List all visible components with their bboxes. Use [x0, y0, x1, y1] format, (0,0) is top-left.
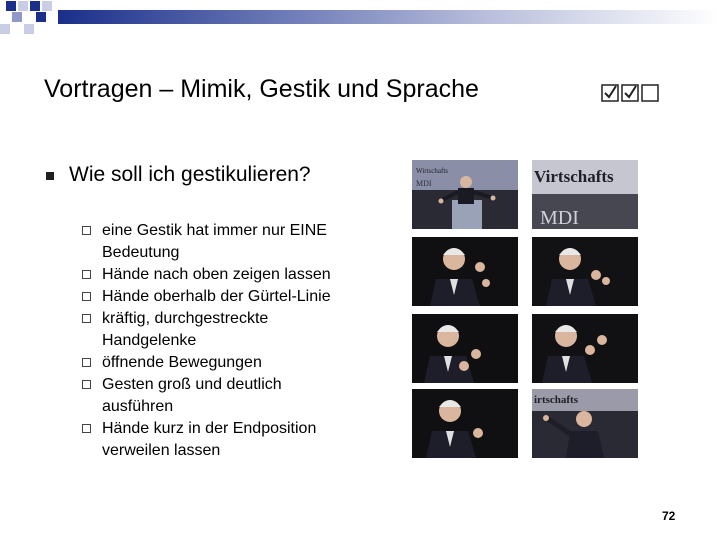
- page-number: 72: [662, 509, 676, 523]
- hollow-square-bullet-icon: [82, 292, 91, 301]
- hollow-square-bullet-icon: [82, 226, 91, 235]
- list-item-line: öffnende Bewegungen: [102, 354, 262, 371]
- decor-square: [36, 12, 46, 22]
- hollow-square-bullet-icon: [82, 270, 91, 279]
- banner-text: MDI: [540, 207, 579, 229]
- list-item: [80, 264, 380, 286]
- list-item-line: eine Gestik hat immer nur EINE: [102, 222, 327, 239]
- main-bullet: [46, 163, 311, 186]
- list-item-line: Hände oberhalb der Gürtel-Linie: [102, 288, 331, 305]
- decor-square: [18, 1, 28, 11]
- speaker-photo: [532, 160, 638, 229]
- empty-box-icon: [641, 84, 659, 102]
- gesture-tips-list: [80, 220, 380, 462]
- speaker-photo: [532, 237, 638, 306]
- list-item: [80, 220, 380, 264]
- square-bullet-icon: [46, 172, 54, 180]
- speaker-photo: [412, 237, 518, 306]
- list-item: [80, 418, 380, 462]
- hollow-square-bullet-icon: [82, 380, 91, 389]
- list-item-line: Hände nach oben zeigen lassen: [102, 266, 331, 283]
- list-item-line: kräftig, durchgestreckte: [102, 310, 269, 327]
- list-item: [80, 374, 380, 418]
- list-item-line: verweilen lassen: [102, 442, 221, 459]
- list-item-line: Hände kurz in der Endposition: [102, 420, 317, 437]
- slide-title: Vortragen – Mimik, Gestik und Sprache: [44, 75, 479, 103]
- list-item-line: Gesten groß und deutlich: [102, 376, 282, 393]
- hollow-square-bullet-icon: [82, 314, 91, 323]
- decor-square: [42, 1, 52, 11]
- checkbox-glyphs: [601, 84, 659, 102]
- list-item-line: Bedeutung: [102, 244, 180, 261]
- list-item: [80, 352, 380, 374]
- speaker-photo: [412, 389, 518, 458]
- list-item-line: Handgelenke: [102, 332, 197, 349]
- decor-square: [24, 24, 34, 34]
- banner-text: MDI: [416, 179, 432, 188]
- speaker-photo: [412, 160, 518, 229]
- banner-text: Wirtschafts: [416, 167, 448, 175]
- header-gradient-bar: [58, 10, 720, 24]
- decor-square: [0, 24, 10, 34]
- speaker-photo: [532, 389, 638, 458]
- decor-square: [6, 1, 16, 11]
- speaker-photo: [412, 314, 518, 383]
- decor-square: [12, 12, 22, 22]
- list-item: [80, 308, 380, 352]
- header-decoration: [0, 0, 720, 44]
- list-item-line: ausführen: [102, 398, 174, 415]
- checked-box-icon: [621, 84, 639, 102]
- hollow-square-bullet-icon: [82, 424, 91, 433]
- speaker-photo-grid: [412, 160, 638, 458]
- list-item: [80, 286, 380, 308]
- decor-square: [30, 1, 40, 11]
- speaker-photo: [532, 314, 638, 383]
- banner-text: Virtschafts: [534, 167, 614, 186]
- banner-text: irtschafts: [534, 394, 578, 406]
- hollow-square-bullet-icon: [82, 358, 91, 367]
- checked-box-icon: [601, 84, 619, 102]
- question-text: Wie soll ich gestikulieren?: [69, 163, 311, 186]
